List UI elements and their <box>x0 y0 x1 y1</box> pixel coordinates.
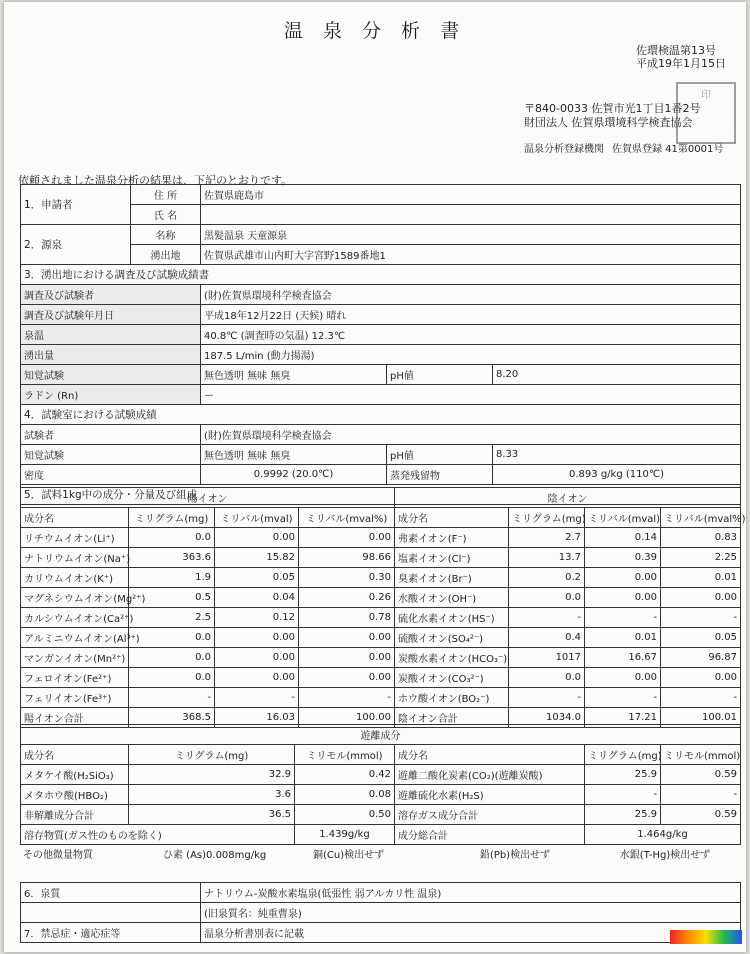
cation-name: マグネシウムイオン(Mg²⁺) <box>21 588 129 608</box>
radon-value: ー <box>201 385 741 405</box>
nondissociated-mg: 36.5 <box>129 805 295 825</box>
anion-mg: - <box>509 688 585 708</box>
anion-pct: 0.00 <box>661 588 741 608</box>
cation-mg: 0.0 <box>129 668 215 688</box>
gas-mmol: 0.59 <box>661 805 741 825</box>
dissolved-value: 1.439g/kg <box>295 825 395 845</box>
cation-pct: - <box>299 688 395 708</box>
gas-mg: 25.9 <box>585 765 661 785</box>
anion-mval: - <box>585 608 661 628</box>
anion-name: 塩素イオン(Cl⁻) <box>395 548 509 568</box>
free-component-table <box>20 724 741 845</box>
table-row <box>21 785 741 805</box>
cation-pct: 0.00 <box>299 668 395 688</box>
table-row <box>21 805 741 825</box>
trace-table <box>20 844 740 863</box>
table-row <box>21 568 741 588</box>
nondissociated-name: メタホウ酸(HBO₂) <box>21 785 129 805</box>
radon-label: ラドン (Rn) <box>21 385 201 405</box>
column-header: 成分名 <box>395 745 585 765</box>
registration-label: 温泉分析登録機関 <box>524 144 604 155</box>
corner-logo <box>670 930 742 944</box>
source-name-label: 名称 <box>131 225 201 245</box>
free-component-header: 遊離成分 <box>21 725 741 745</box>
seal-stamp <box>676 82 736 144</box>
document-number: 佐環検温第13号 <box>636 44 716 57</box>
anion-pct: - <box>661 608 741 628</box>
nondissociated-mg: 3.6 <box>129 785 295 805</box>
section-1-label: 1．申請者 <box>21 185 131 225</box>
cation-name: マンガンイオン(Mn²⁺) <box>21 648 129 668</box>
source-location-label: 湧出地 <box>131 245 201 265</box>
ph-value: 8.20 <box>493 365 741 385</box>
trace-label: その他微量物質 <box>23 850 93 861</box>
survey-value: 187.5 L/min (動力揚湯) <box>201 345 741 365</box>
org-address: 〒840-0033 佐賀市光1丁目1番2号 <box>524 102 701 115</box>
anion-name: 臭素イオン(Br⁻) <box>395 568 509 588</box>
survey-key: 調査及び試験年月日 <box>21 305 201 325</box>
cation-mval: - <box>215 688 299 708</box>
cation-name: リチウムイオン(Li⁺) <box>21 528 129 548</box>
seal-stamp-text: 印 <box>701 90 711 101</box>
document-date: 平成19年1月15日 <box>636 57 726 70</box>
address-label: 住 所 <box>131 185 201 205</box>
column-header: ミリグラム(mg) <box>129 508 215 528</box>
table-row <box>21 628 741 648</box>
nondissociated-mg: 32.9 <box>129 765 295 785</box>
column-header: ミリモル(mmol) <box>295 745 395 765</box>
anion-total-label: 陰イオン合計 <box>395 708 509 728</box>
anion-name: 硫酸イオン(SO₄²⁻) <box>395 628 509 648</box>
gas-name: 遊離硫化水素(H₂S) <box>395 785 585 805</box>
cation-total-pct: 100.00 <box>299 708 395 728</box>
spring-quality-value: ナトリウム-炭酸水素塩泉(低張性 弱アルカリ性 温泉) <box>201 883 741 903</box>
anion-mg: - <box>509 608 585 628</box>
anion-mval: 0.00 <box>585 588 661 608</box>
anion-total-pct: 100.01 <box>661 708 741 728</box>
table-row <box>21 588 741 608</box>
trace-copper: 銅(Cu)検出せず <box>313 850 385 861</box>
anion-pct: 0.01 <box>661 568 741 588</box>
cation-mg: 0.0 <box>129 648 215 668</box>
anion-mval: 0.00 <box>585 668 661 688</box>
source-name-value: 黒髪温泉 天童源泉 <box>201 225 741 245</box>
ph-label: pH値 <box>387 365 493 385</box>
cation-name: カルシウムイオン(Ca²⁺) <box>21 608 129 628</box>
registration-value: 佐賀県登録 41第0001号 <box>612 144 724 155</box>
anion-mg: 0.2 <box>509 568 585 588</box>
section-5-label: 5．試料1kg中の成分・分量及び組成 <box>21 485 741 505</box>
cation-mg: 2.5 <box>129 608 215 628</box>
section-7-label: 7．禁忌症・適応症等 <box>21 923 201 943</box>
nondissociated-name: メタケイ酸(H₂SiO₃) <box>21 765 129 785</box>
anion-pct: 2.25 <box>661 548 741 568</box>
cation-pct: 0.00 <box>299 648 395 668</box>
anion-mg: 0.0 <box>509 668 585 688</box>
gas-name: 遊離二酸化炭素(CO₂)(遊離炭酸) <box>395 765 585 785</box>
anion-mg: 0.4 <box>509 628 585 648</box>
address-value: 佐賀県鹿島市 <box>201 185 741 205</box>
lab-ph-value: 8.33 <box>493 445 741 465</box>
cation-name: フェリイオン(Fe³⁺) <box>21 688 129 708</box>
anion-header: 陰イオン <box>395 488 741 508</box>
table-row <box>21 765 741 785</box>
table-row <box>21 528 741 548</box>
page-title: 温 泉 分 析 書 <box>283 20 467 42</box>
anion-mval: 0.00 <box>585 568 661 588</box>
nondissociated-mmol: 0.42 <box>295 765 395 785</box>
cation-mval: 0.12 <box>215 608 299 628</box>
spring-quality-table <box>20 882 741 943</box>
org-name: 財団法人 佐賀県環境科学検査協会 <box>524 116 693 129</box>
section-2-label: 2．源泉 <box>21 225 131 265</box>
indications-value: 温泉分析書別表に記載 <box>201 923 741 943</box>
cation-mg: - <box>129 688 215 708</box>
cation-total-mval: 16.03 <box>215 708 299 728</box>
anion-mval: - <box>585 688 661 708</box>
cation-name: カリウムイオン(K⁺) <box>21 568 129 588</box>
anion-name: 弗素イオン(F⁻) <box>395 528 509 548</box>
table-row <box>21 688 741 708</box>
column-header: ミリグラム(mg) <box>509 508 585 528</box>
former-quality-value: (旧泉質名：純重曹泉) <box>201 903 741 923</box>
anion-mval: 0.39 <box>585 548 661 568</box>
anion-mg: 2.7 <box>509 528 585 548</box>
source-location-value: 佐賀県武雄市山内町大字宮野1589番地1 <box>201 245 741 265</box>
anion-pct: 0.00 <box>661 668 741 688</box>
survey-key: 調査及び試験者 <box>21 285 201 305</box>
tester-label: 試験者 <box>21 425 201 445</box>
nondissociated-name: 非解離成分合計 <box>21 805 129 825</box>
section-3-label: 3．湧出地における調査及び試験成績書 <box>21 265 741 285</box>
cation-name: ナトリウムイオン(Na⁺) <box>21 548 129 568</box>
survey-table <box>20 184 741 505</box>
survey-value: (財)佐賀県環境科学検査協会 <box>201 285 741 305</box>
gas-mg: - <box>585 785 661 805</box>
name-label: 氏 名 <box>131 205 201 225</box>
name-value <box>201 205 741 225</box>
ion-composition-table <box>20 487 746 728</box>
anion-total-mg: 1034.0 <box>509 708 585 728</box>
cation-pct: 98.66 <box>299 548 395 568</box>
survey-value: 40.8℃ (調査時の気温) 12.3℃ <box>201 325 741 345</box>
cation-pct: 0.30 <box>299 568 395 588</box>
anion-mg: 0.0 <box>509 588 585 608</box>
sensory-value: 無色透明 無味 無臭 <box>201 365 387 385</box>
anion-mg: 13.7 <box>509 548 585 568</box>
trace-lead: 鉛(Pb)検出せず <box>479 850 551 861</box>
nondissociated-mmol: 0.08 <box>295 785 395 805</box>
gas-mg: 25.9 <box>585 805 661 825</box>
cation-name: フェロイオン(Fe²⁺) <box>21 668 129 688</box>
lab-ph-label: pH値 <box>387 445 493 465</box>
dissolved-label: 溶存物質(ガス性のものを除く) <box>21 825 295 845</box>
cation-mval: 0.00 <box>215 528 299 548</box>
column-header: ミリグラム(mg) <box>585 745 661 765</box>
total-label: 成分総合計 <box>395 825 585 845</box>
gas-name: 溶存ガス成分合計 <box>395 805 585 825</box>
table-row <box>21 608 741 628</box>
cation-header: 陽イオン <box>21 488 395 508</box>
column-header: ミリモル(mmol) <box>661 745 741 765</box>
cation-mval: 0.00 <box>215 648 299 668</box>
cation-mg: 0.0 <box>129 528 215 548</box>
anion-name: 硫化水素イオン(HS⁻) <box>395 608 509 628</box>
anion-pct: 96.87 <box>661 648 741 668</box>
cation-mval: 0.00 <box>215 628 299 648</box>
density-value: 0.9992 (20.0℃) <box>201 465 387 485</box>
cation-mg: 1.9 <box>129 568 215 588</box>
table-row <box>21 648 741 668</box>
intro-text: 依頼されました温泉分析の結果は、下記のとおりです。 <box>18 174 293 187</box>
nondissociated-mmol: 0.50 <box>295 805 395 825</box>
cation-pct: 0.00 <box>299 628 395 648</box>
table-row <box>21 668 741 688</box>
anion-total-mval: 17.21 <box>585 708 661 728</box>
anion-name: 炭酸イオン(CO₃²⁻) <box>395 668 509 688</box>
column-header: ミリバル(mval%) <box>299 508 395 528</box>
trace-arsenic: ひ素 (As)0.008mg/kg <box>163 850 267 861</box>
cation-mval: 0.04 <box>215 588 299 608</box>
column-header: 成分名 <box>395 508 509 528</box>
cation-pct: 0.26 <box>299 588 395 608</box>
anion-name: ホウ酸イオン(BO₂⁻) <box>395 688 509 708</box>
sensory-label: 知覚試験 <box>21 365 201 385</box>
survey-key: 湧出量 <box>21 345 201 365</box>
table-row <box>21 548 741 568</box>
anion-mg: 1017 <box>509 648 585 668</box>
anion-mval: 0.01 <box>585 628 661 648</box>
cation-mg: 0.0 <box>129 628 215 648</box>
anion-mval: 0.14 <box>585 528 661 548</box>
anion-pct: 0.05 <box>661 628 741 648</box>
anion-pct: - <box>661 688 741 708</box>
gas-mmol: - <box>661 785 741 805</box>
residue-value: 0.893 g/kg (110℃) <box>493 465 741 485</box>
column-header: ミリバル(mval%) <box>661 508 741 528</box>
cation-mg: 363.6 <box>129 548 215 568</box>
column-header: 成分名 <box>21 745 129 765</box>
survey-value: 平成18年12月22日 (天候) 晴れ <box>201 305 741 325</box>
cation-pct: 0.00 <box>299 528 395 548</box>
document-page <box>4 2 746 952</box>
cation-mg: 0.5 <box>129 588 215 608</box>
section-6-label: 6．泉質 <box>21 883 201 903</box>
residue-label: 蒸発残留物 <box>387 465 493 485</box>
cation-pct: 0.78 <box>299 608 395 628</box>
anion-pct: 0.83 <box>661 528 741 548</box>
column-header: ミリバル(mval) <box>585 508 661 528</box>
anion-mval: 16.67 <box>585 648 661 668</box>
column-header: ミリグラム(mg) <box>129 745 295 765</box>
cation-mval: 0.05 <box>215 568 299 588</box>
cation-name: アルミニウムイオン(Al³⁺) <box>21 628 129 648</box>
column-header: 成分名 <box>21 508 129 528</box>
cation-total-label: 陽イオン合計 <box>21 708 129 728</box>
density-label: 密度 <box>21 465 201 485</box>
cation-mval: 0.00 <box>215 668 299 688</box>
trace-mercury: 水銀(T-Hg)検出せず <box>619 850 711 861</box>
lab-sensory-value: 無色透明 無味 無臭 <box>201 445 387 465</box>
section-4-label: 4．試験室における試験成績 <box>21 405 741 425</box>
survey-key: 泉温 <box>21 325 201 345</box>
anion-name: 水酸イオン(OH⁻) <box>395 588 509 608</box>
total-value: 1.464g/kg <box>585 825 741 845</box>
cation-mval: 15.82 <box>215 548 299 568</box>
column-header: ミリバル(mval) <box>215 508 299 528</box>
gas-mmol: 0.59 <box>661 765 741 785</box>
anion-name: 炭酸水素イオン(HCO₃⁻) <box>395 648 509 668</box>
tester-value: (財)佐賀県環境科学検査協会 <box>201 425 741 445</box>
lab-sensory-label: 知覚試験 <box>21 445 201 465</box>
cation-total-mg: 368.5 <box>129 708 215 728</box>
